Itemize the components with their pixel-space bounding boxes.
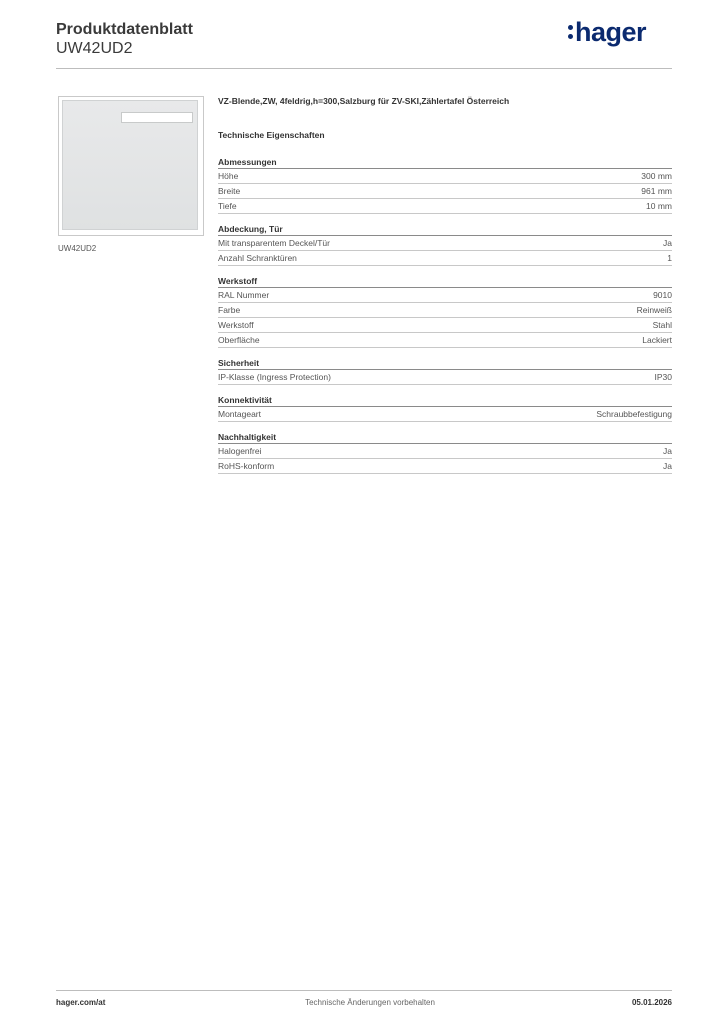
- spec-label: Farbe: [218, 305, 241, 315]
- section-title: Nachhaltigkeit: [218, 431, 672, 444]
- section-title: Abmessungen: [218, 156, 672, 169]
- section-title: Abdeckung, Tür: [218, 223, 672, 236]
- spec-sections: [218, 156, 672, 483]
- section-title: Sicherheit: [218, 357, 672, 370]
- spec-section: [218, 357, 672, 385]
- spec-value: 9010: [653, 290, 672, 300]
- spec-row: [218, 288, 672, 303]
- section-title: Konnektivität: [218, 394, 672, 407]
- spec-value: IP30: [654, 372, 672, 382]
- product-description: VZ-Blende,ZW, 4feldrig,h=300,Salzburg für ZV-SKI,Zählertafel Österreich: [218, 96, 510, 106]
- tech-properties-heading: Technische Eigenschaften: [218, 130, 325, 140]
- spec-section: [218, 431, 672, 474]
- footer-date: 05.01.2026: [631, 998, 672, 1007]
- footer-divider: [56, 990, 672, 991]
- spec-section: [218, 394, 672, 422]
- spec-label: Breite: [218, 186, 241, 196]
- spec-value: Reinweiß: [636, 305, 672, 315]
- footer-website[interactable]: hager.com/at: [56, 998, 106, 1007]
- spec-row: [218, 169, 672, 184]
- spec-row: [218, 459, 672, 474]
- spec-value: Ja: [663, 461, 672, 471]
- product-image: [58, 96, 204, 236]
- spec-row: [218, 318, 672, 333]
- header-divider: [56, 68, 672, 69]
- spec-value: Stahl: [652, 320, 672, 330]
- spec-value: 1: [667, 253, 672, 263]
- spec-value: Ja: [663, 446, 672, 456]
- spec-value: 10 mm: [646, 201, 672, 211]
- image-caption: UW42UD2: [58, 244, 97, 253]
- spec-row: [218, 303, 672, 318]
- page-title: Produktdatenblatt: [56, 21, 193, 38]
- spec-label: Mit transparentem Deckel/Tür: [218, 238, 330, 248]
- spec-row: [218, 333, 672, 348]
- panel-icon: [62, 100, 198, 230]
- spec-section: [218, 156, 672, 214]
- spec-value: Schraubbefestigung: [596, 409, 672, 419]
- spec-value: Lackiert: [642, 335, 672, 345]
- spec-value: Ja: [663, 238, 672, 248]
- spec-label: Halogenfrei: [218, 446, 262, 456]
- section-title: Werkstoff: [218, 275, 672, 288]
- spec-row: [218, 370, 672, 385]
- spec-label: Anzahl Schranktüren: [218, 253, 297, 263]
- spec-row: [218, 199, 672, 214]
- product-code: UW42UD2: [56, 40, 133, 57]
- spec-section: [218, 223, 672, 266]
- hager-logo: [568, 17, 646, 48]
- logo-dots-icon: [568, 25, 573, 39]
- spec-label: Höhe: [218, 171, 239, 181]
- spec-label: Werkstoff: [218, 320, 254, 330]
- spec-label: RoHS-konform: [218, 461, 275, 471]
- spec-value: 300 mm: [641, 171, 672, 181]
- spec-label: Montageart: [218, 409, 261, 419]
- spec-label: Tiefe: [218, 201, 237, 211]
- spec-label: Oberfläche: [218, 335, 260, 345]
- spec-row: [218, 407, 672, 422]
- spec-label: IP-Klasse (Ingress Protection): [218, 372, 331, 382]
- spec-label: RAL Nummer: [218, 290, 270, 300]
- logo-text: hager: [575, 17, 647, 47]
- spec-row: [218, 444, 672, 459]
- panel-slot: [121, 112, 193, 123]
- spec-section: [218, 275, 672, 348]
- spec-row: [218, 236, 672, 251]
- footer-notice: Technische Änderungen vorbehalten: [305, 998, 435, 1007]
- spec-value: 961 mm: [641, 186, 672, 196]
- spec-row: [218, 251, 672, 266]
- spec-row: [218, 184, 672, 199]
